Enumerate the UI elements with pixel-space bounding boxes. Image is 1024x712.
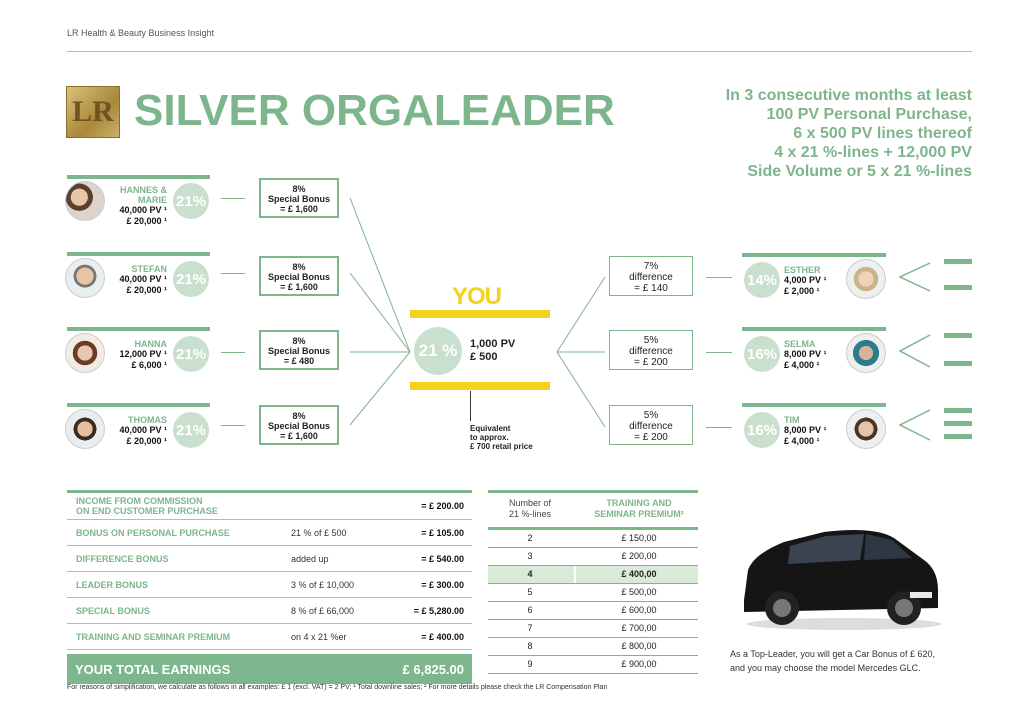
table-row <box>488 656 698 674</box>
income-calc: 3 % of £ 10,000 <box>291 580 355 590</box>
connector <box>221 273 245 274</box>
percentage-circle: 16% <box>744 412 780 448</box>
difference-amount: = £ 140 <box>634 283 668 294</box>
partner-hannes-marie <box>67 175 210 226</box>
equiv-line: to approx. <box>470 433 509 442</box>
partner-pv: 40,000 PV ¹ <box>119 205 167 215</box>
table-header <box>488 493 698 530</box>
footnote: For reasons of simplification, we calculate as follows in all examples: £ 1 (excl. VAT) = 2 PV; ¹ Total downline sales; ² For more details please check the LR Compensation Plan <box>67 684 608 691</box>
total-earnings-row <box>67 654 472 684</box>
difference-box <box>609 330 693 370</box>
partner-hanna <box>67 327 210 370</box>
car-image <box>734 520 944 632</box>
income-label: INCOME FROM COMMISSION ON END CUSTOMER PURCHASE <box>76 496 218 516</box>
difference-box <box>609 405 693 445</box>
income-table <box>67 490 472 684</box>
avatar <box>846 333 886 373</box>
partner-bar <box>67 327 210 331</box>
you-pointer-line <box>470 391 471 421</box>
equiv-line: Equivalent <box>470 424 511 433</box>
partner-bar <box>67 403 210 407</box>
percentage-circle: 21% <box>173 336 209 372</box>
partner-selma <box>742 327 886 370</box>
connector <box>221 352 245 353</box>
lines-count: 6 <box>527 605 533 615</box>
partner-tim <box>742 403 886 446</box>
partner-pv: 8,000 PV ¹ <box>784 425 827 435</box>
avatar <box>65 333 105 373</box>
bonus-label: Special Bonus <box>267 194 330 204</box>
income-label: LEADER BONUS <box>76 580 149 590</box>
partner-name: THOMAS <box>128 415 167 425</box>
difference-percent: 5% <box>643 335 659 346</box>
partner-bar <box>742 403 886 407</box>
income-row <box>67 546 472 572</box>
percentage-circle: 21% <box>173 261 209 297</box>
partner-sales: £ 20,000 ¹ <box>126 285 167 295</box>
income-label: TRAINING AND SEMINAR PREMIUM <box>76 632 231 642</box>
connector <box>221 198 245 199</box>
car-caption-line: As a Top-Leader, you will get a Car Bonus of £ 620, <box>730 649 935 659</box>
income-calc: 8 % of £ 66,000 <box>291 606 355 616</box>
table-row <box>488 638 698 656</box>
you-values <box>470 338 515 364</box>
page-title: SILVER ORGALEADER <box>134 86 615 135</box>
avatar <box>65 258 105 298</box>
difference-label: difference <box>629 272 673 283</box>
difference-percent: 7% <box>643 261 659 272</box>
avatar <box>846 409 886 449</box>
premium-value: £ 500,00 <box>621 587 657 597</box>
header-lines: Number of 21 %-lines <box>508 498 552 519</box>
premium-value: £ 150,00 <box>621 533 657 543</box>
partner-name: MARIE <box>138 195 167 205</box>
difference-percent: 5% <box>643 410 659 421</box>
partner-sales: £ 20,000 ¹ <box>126 216 167 226</box>
you-bar-top <box>410 310 550 318</box>
car-bonus-caption <box>730 647 935 675</box>
downline-lines-icons <box>896 255 976 445</box>
premium-value: £ 700,00 <box>621 623 657 633</box>
lines-count: 2 <box>527 533 533 543</box>
avatar <box>65 409 105 449</box>
partner-pv: 40,000 PV ¹ <box>119 425 167 435</box>
income-label: BONUS ON PERSONAL PURCHASE <box>76 528 230 538</box>
bonus-percent: 8% <box>292 184 306 194</box>
difference-label: difference <box>629 346 673 357</box>
table-row <box>488 620 698 638</box>
bonus-label: Special Bonus <box>267 272 330 282</box>
income-calc: added up <box>291 554 329 564</box>
income-amount: = £ 400.00 <box>421 632 464 642</box>
requirement-line: In 3 consecutive months at least <box>725 87 972 104</box>
you-bar-bottom <box>410 382 550 390</box>
premium-value: £ 200,00 <box>621 551 657 561</box>
you-amount: £ 500 <box>470 351 498 363</box>
income-row <box>67 624 472 650</box>
bonus-amount: = £ 1,600 <box>280 431 318 441</box>
partner-sales: £ 6,000 ¹ <box>131 360 167 370</box>
table-row <box>488 602 698 620</box>
premium-value: £ 800,00 <box>621 641 657 651</box>
lines-count: 5 <box>527 587 533 597</box>
bonus-percent: 8% <box>292 411 306 421</box>
header-premium: TRAINING AND SEMINAR PREMIUM² <box>594 498 684 519</box>
training-premium-table <box>488 490 698 674</box>
income-amount: = £ 300.00 <box>421 580 464 590</box>
total-amount: £ 6,825.00 <box>402 662 464 677</box>
income-calc: 21 % of £ 500 <box>291 528 347 538</box>
partner-name: HANNA <box>134 339 167 349</box>
requirement-line: Side Volume or 5 x 21 %-lines <box>747 163 972 180</box>
special-bonus-box <box>259 405 339 445</box>
special-bonus-box <box>259 178 339 218</box>
bonus-amount: = £ 1,600 <box>280 282 318 292</box>
special-bonus-box <box>259 256 339 296</box>
difference-amount: = £ 200 <box>634 432 668 443</box>
partner-name: TIM <box>784 415 800 425</box>
table-row <box>488 548 698 566</box>
car-caption-line: and you may choose the model Mercedes GLC. <box>730 663 921 673</box>
income-amount: = £ 105.00 <box>421 528 464 538</box>
you-percentage-circle: 21 % <box>414 327 462 375</box>
you-label: YOU <box>452 283 502 310</box>
table-body <box>488 530 698 674</box>
requirement-line: 4 x 21 %-lines + 12,000 PV <box>774 144 972 161</box>
avatar <box>846 259 886 299</box>
partner-sales: £ 4,000 ¹ <box>784 436 820 446</box>
premium-value: £ 400,00 <box>621 569 657 579</box>
income-amount: = £ 5,280.00 <box>413 606 464 616</box>
table-row <box>488 584 698 602</box>
partner-pv: 8,000 PV ¹ <box>784 349 827 359</box>
lines-count: 8 <box>527 641 533 651</box>
lines-count: 9 <box>527 659 533 669</box>
partner-pv: 40,000 PV ¹ <box>119 274 167 284</box>
avatar <box>65 181 105 221</box>
percentage-circle: 16% <box>744 336 780 372</box>
lr-logo: LR <box>66 86 120 138</box>
total-label: YOUR TOTAL EARNINGS <box>75 662 231 677</box>
partner-stefan <box>67 252 210 295</box>
partner-thomas <box>67 403 210 446</box>
difference-box <box>609 256 693 296</box>
bonus-amount: = £ 480 <box>283 356 315 366</box>
partner-sales: £ 4,000 ¹ <box>784 360 820 370</box>
bonus-percent: 8% <box>292 336 306 346</box>
income-row <box>67 598 472 624</box>
percentage-circle: 14% <box>744 262 780 298</box>
partner-name: ESTHER <box>784 265 821 275</box>
difference-label: difference <box>629 421 673 432</box>
income-calc: on 4 x 21 %er <box>291 632 347 642</box>
income-row <box>67 572 472 598</box>
bonus-label: Special Bonus <box>267 346 330 356</box>
income-amount: = £ 540.00 <box>421 554 464 564</box>
special-bonus-box <box>259 330 339 370</box>
premium-value: £ 900,00 <box>621 659 657 669</box>
partner-esther <box>742 253 886 296</box>
partner-name: STEFAN <box>131 264 167 274</box>
partner-bar <box>742 327 886 331</box>
you-pv: 1,000 PV <box>470 338 516 350</box>
partner-sales: £ 2,000 ¹ <box>784 286 820 296</box>
lines-count: 7 <box>527 623 533 633</box>
partner-sales: £ 20,000 ¹ <box>126 436 167 446</box>
partner-pv: 4,000 PV ¹ <box>784 275 827 285</box>
lines-count: 3 <box>527 551 533 561</box>
connector <box>706 277 732 278</box>
table-row <box>488 530 698 548</box>
partner-name: HANNES & <box>119 185 167 195</box>
income-amount: = £ 200.00 <box>421 501 464 511</box>
percentage-circle: 21% <box>173 412 209 448</box>
partner-bar <box>742 253 886 257</box>
bonus-amount: = £ 1,600 <box>280 204 318 214</box>
header-text: LR Health & Beauty Business Insight <box>67 28 215 38</box>
table-row <box>488 566 698 584</box>
income-row <box>67 493 472 520</box>
requirement-line: 6 x 500 PV lines thereof <box>793 125 972 142</box>
partner-bar <box>67 175 210 179</box>
retail-equivalent <box>470 424 533 451</box>
percentage-circle: 21% <box>173 183 209 219</box>
equiv-line: £ 700 retail price <box>470 442 533 451</box>
income-label: SPECIAL BONUS <box>76 606 150 616</box>
income-label: DIFFERENCE BONUS <box>76 554 169 564</box>
connector <box>706 427 732 428</box>
connector <box>221 425 245 426</box>
bonus-percent: 8% <box>292 262 306 272</box>
bonus-label: Special Bonus <box>267 421 330 431</box>
partner-pv: 12,000 PV ¹ <box>119 349 167 359</box>
premium-value: £ 600,00 <box>621 605 657 615</box>
income-row <box>67 520 472 546</box>
partner-bar <box>67 252 210 256</box>
connector <box>706 352 732 353</box>
difference-amount: = £ 200 <box>634 357 668 368</box>
lines-count: 4 <box>527 569 533 579</box>
partner-name: SELMA <box>784 339 816 349</box>
requirement-line: 100 PV Personal Purchase, <box>766 106 972 123</box>
